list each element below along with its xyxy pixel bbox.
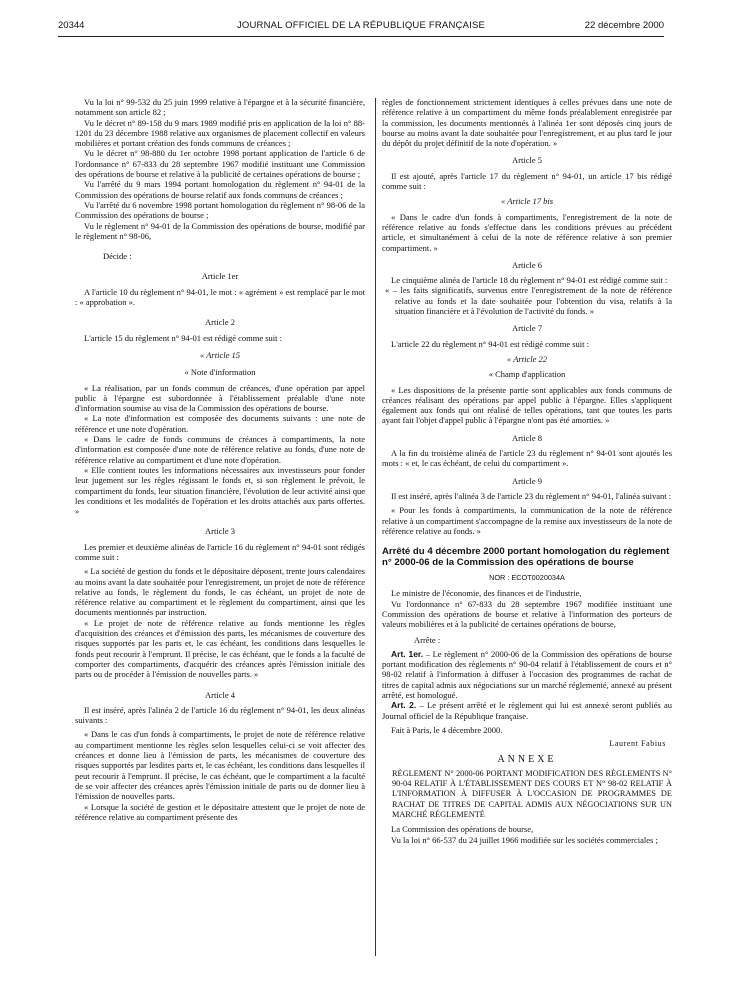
continued-paragraph: règles de fonctionnement strictement identiques à celles prévues dans une note de référence relative à un compartiment du même fonds préalablement enregistrée par la commission, les documents mentionnés à l'alinéa 1er sont déposés cinq jours de bourse au moins avant la date souhaitée pour l'enregistrement, et au plus tard le jour du dépôt du projet définitif de la note d'opération. » <box>382 97 672 149</box>
nor-reference: NOR : ECOT0020034A <box>489 573 565 583</box>
quoted-paragraph: « Lorsque la société de gestion et le dépositaire attestent que le projet de note de référence relative au compartiment présente des <box>75 801 365 822</box>
quoted-paragraph: « La société de gestion du fonds et le dépositaire déposent, trente jours calendaires au moins avant la date souhaitée pour l'enregistrement, un projet de note de référence relative au fonds, le règlement du fonds, le cas échéant, un projet de note de référence relative au compartiment et le règlement du compartiment, ainsi que les documents mentionnés par instruction. <box>75 566 365 618</box>
article-6-intro: Le cinquième alinéa de l'article 18 du règlement n° 94-01 est rédigé comme suit : <box>391 275 668 286</box>
visa-paragraph: Vu le décret n° 89-158 du 9 mars 1989 modifié pris en application de la loi n° 88-1201 du 23 décembre 1988 relative aux organismes de placement collectif en valeurs mobilières et portant création des fonds communs de créances ; <box>75 117 365 149</box>
minister-line: Le ministre de l'économie, des finances et de l'industrie, <box>391 588 582 599</box>
arrete-label: Arrête : <box>414 634 441 645</box>
article-1-heading: Article 1er <box>201 271 239 282</box>
quoted-dash-item: « – les faits significatifs, survenus entre l'enregistrement de la note de référence relative au fonds et la date souhaitée pour l'obtention du visa, relatifs à la situation financière et à l'évolution de l'activité du fonds. » <box>385 285 672 317</box>
decree-title: Arrêté du 4 décembre 2000 portant homologation du règlement n° 2000-06 de la Commission des opérations de bourse <box>382 546 670 569</box>
article-22-heading: « Article 22 <box>507 353 547 364</box>
article-17bis-heading: « Article 17 bis <box>500 196 554 207</box>
quoted-paragraph: « Dans le cas d'un fonds à compartiments, le projet de note de référence relative au compartiment mentionne les règles selon lesquelles celui-ci se voit affecter des créances et donne lieu à l'émission de parts, les mécanismes de couverture des risques supportés par lesdites parts et, le cas échéant, les conditions dans lesquelles il peut recourir à l'emprunt. Il précise, le cas échéant, que le compartiment a la faculté de se voir affecter des créances après l'émission initiale de parts ou de donner lieu à l'émission de nouvelles parts. <box>75 729 365 802</box>
page-number: 20344 <box>58 20 85 31</box>
article-9-heading: Article 9 <box>512 475 542 486</box>
visa-paragraph: Vu l'arrêté du 6 novembre 1998 portant homologation du règlement n° 98-06 de la Commission des opérations de bourse ; <box>75 199 365 221</box>
article-6-heading: Article 6 <box>512 259 542 270</box>
visa-paragraph: Vu l'ordonnance n° 67-833 du 28 septembre 1967 modifiée instituant une Commission des opérations de bourse et relative à l'information des porteurs de valeurs mobilières et à la publicité de certaines opérations de bourse, <box>382 598 672 630</box>
article-8-text: A la fin du troisième alinéa de l'article 23 du règlement n° 94-01 sont ajoutés les mots : « et, le cas échéant, de celui du compartiment ». <box>382 448 672 469</box>
article-4-intro: Il est inséré, après l'alinéa 2 de l'article 16 du règlement n° 94-01, les deux alinéas suivants : <box>75 704 365 726</box>
header-rule <box>58 36 664 37</box>
signatory-name: Laurent Fabius <box>609 739 666 749</box>
article-4-heading: Article 4 <box>205 689 235 700</box>
left-column <box>75 97 365 822</box>
article-7-heading: Article 7 <box>512 323 542 334</box>
visa-paragraph: Vu la loi n° 99-532 du 25 juin 1999 relative à l'épargne et à la sécurité financière, notamment son article 82 ; <box>75 97 365 118</box>
quoted-paragraph: « Les dispositions de la présente partie sont applicables aux fonds communs de créances réalisant des opérations par appel public à l'épargne. Elles s'appliquent également aux fonds qui ont réalisé de telles opérations, tant que toutes les parts ayant fait l'objet d'appel public à l'épargne n'ont pas été amorties. » <box>382 384 672 426</box>
article-5-heading: Article 5 <box>512 155 542 166</box>
annex-heading: ANNEXE <box>497 753 557 765</box>
article-15-heading: « Article 15 <box>200 349 240 360</box>
article-1-text: A l'article 10 du règlement n° 94-01, le mot : « agrément » est remplacé par le mot : « approbation ». <box>75 286 365 308</box>
decree-article-2-label: Art. 2. <box>391 700 417 711</box>
visa-paragraph: Vu la loi n° 66-537 du 24 juillet 1966 modifiée sur les sociétés commerciales ; <box>391 834 658 845</box>
quoted-paragraph: « La réalisation, par un fonds commun de créances, d'une opération par appel public à l'épargne est subordonnée à l'établissement préalable d'une note d'information soumise au visa de la Commission des opérations de bourse. <box>75 382 365 414</box>
article-22-subheading: « Champ d'application <box>488 369 566 380</box>
article-2-heading: Article 2 <box>205 317 235 328</box>
commission-line: La Commission des opérations de bourse, <box>391 824 534 835</box>
column-divider <box>375 98 376 956</box>
quoted-paragraph: « Elle contient toutes les informations nécessaires aux investisseurs pour fonder leur jugement sur les règles régissant le fonds et, si son règlement le prévoit, le compartiment du fonds, leur situation financière, l'évolution de leur activité ainsi que les conditions et les modalités de l'opération et les droits attachés aux parts offertes. » <box>75 464 365 517</box>
signing-place-date: Fait à Paris, le 4 décembre 2000. <box>391 724 503 735</box>
article-9-intro: Il est inséré, après l'alinéa 3 de l'article 23 du règlement n° 94-01, l'alinéa suivant : <box>391 490 672 501</box>
decree-article-2 <box>382 700 672 721</box>
visa-paragraph: Vu l'arrêté du 9 mars 1994 portant homologation du règlement n° 94-01 de la Commission des opérations de bourse relatif aux fonds communs de créances ; <box>75 179 365 200</box>
journal-title: JOURNAL OFFICIEL DE LA RÉPUBLIQUE FRANÇAISE <box>236 20 486 31</box>
visa-paragraph: Vu le règlement n° 94-01 de la Commission des opérations de bourse, modifié par le règlement n° 98-06, <box>75 220 365 241</box>
page-header <box>58 20 664 34</box>
article-3-heading: Article 3 <box>205 526 235 537</box>
decree-article-1-text: – Le règlement n° 2000-06 de la Commission des opérations de bourse portant modification des règlements n° 90-04 relatif à l'établissement de cours et n° 98-02 relatif à l'information à diffuser à l'occasion des programmes de rachat de titres de capital admis aux négociations sur un marché réglementé, annexé au présent arrêté, est homologué. <box>382 648 672 701</box>
article-5-intro: Il est ajouté, après l'article 17 du règlement n° 94-01, un article 17 bis rédigé comme suit : <box>382 170 672 192</box>
quoted-paragraph: « La note d'information est composée des documents suivants : une note de référence et une note d'opération. <box>75 413 365 434</box>
regulation-title: RÈGLEMENT N° 2000-06 PORTANT MODIFICATION DES RÈGLEMENTS N° 90-04 RELATIF À L'ÉTABLISSEMENT DES COURS ET N° 98-02 RELATIF À L'INFORMATION À DIFFUSER À L'OCCASION DE PROGRAMMES DE RACHAT DE TITRES DE CAPITAL ADMIS AUX NÉGOCIATIONS SUR UN MARCHÉ RÉGLEMENTÉ <box>392 768 672 820</box>
decree-article-2-text: – Le présent arrêté et le règlement qui lui est annexé seront publiés au Journal officiel de la République française. <box>382 700 672 721</box>
decree-article-1 <box>382 649 672 700</box>
publication-date: 22 décembre 2000 <box>584 20 664 31</box>
quoted-paragraph: « Le projet de note de référence relative au fonds mentionne les règles d'acquisition des créances et d'émission des parts, les mécanismes de couverture des risques supportés par les parts et, le cas échéant, les conditions dans lesquelles le fonds peut recourir à l'emprunt. Il précise, le cas échéant, que le fonds a la faculté de comporter des compartiments, d'acquérir des créances après l'émission initiale des parts ou de procéder à l'émission de nouvelles parts. » <box>75 617 365 680</box>
article-8-heading: Article 8 <box>512 432 542 443</box>
visa-paragraph: Vu le décret n° 98-880 du 1er octobre 1998 portant application de l'article 6 de l'ordonnance n° 67-833 du 28 septembre 1967 modifié instituant une Commission des opérations de bourse et relative à la publicité de certaines opérations de bourse ; <box>75 148 365 180</box>
quoted-paragraph: « Dans le cadre de fonds communs de créances à compartiments, la note d'information est composée d'une note de référence relative au fonds, d'une note de référence relative au compartiment et d'une note d'opération. <box>75 434 365 465</box>
right-column <box>382 97 672 845</box>
quoted-paragraph: « Pour les fonds à compartiments, la communication de la note de référence relative à un compartiment s'accompagne de la remise aux investisseurs de la note de référence relative au fonds. » <box>382 505 672 536</box>
decree-article-1-label: Art. 1er. <box>391 648 424 659</box>
article-7-intro: L'article 22 du règlement n° 94-01 est rédigé comme suit : <box>391 338 590 349</box>
decide-label: Décide : <box>103 251 132 262</box>
article-2-intro: L'article 15 du règlement n° 94-01 est rédigé comme suit : <box>84 332 283 343</box>
article-3-intro: Les premier et deuxième alinéas de l'article 16 du règlement n° 94-01 sont rédigés comme suit : <box>75 541 365 562</box>
article-15-subheading: « Note d'information <box>184 367 256 378</box>
quoted-paragraph: « Dans le cadre d'un fonds à compartiments, l'enregistrement de la note de référence relative au fonds s'effectue dans les conditions prévues au précédent article, et simultanément à celui de la note de référence relative à son premier compartiment. » <box>382 211 672 253</box>
